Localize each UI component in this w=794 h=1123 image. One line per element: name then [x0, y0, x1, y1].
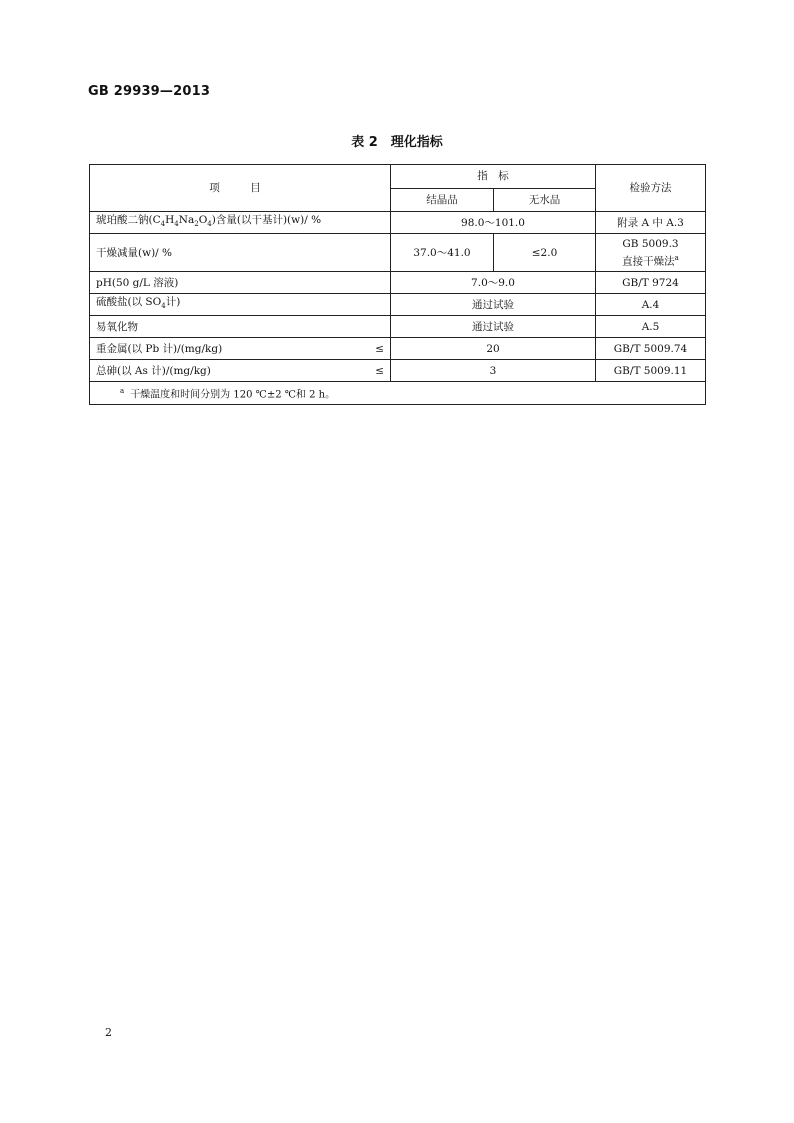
row-value: 通过试验 — [391, 294, 596, 316]
standard-number: GB 29939—2013 — [88, 84, 211, 99]
row-item — [90, 360, 391, 382]
footnote-row — [90, 382, 706, 405]
row-item: pH(50 g/L 溶液) — [90, 272, 391, 294]
header-crystal: 结晶品 — [391, 188, 494, 212]
row-item: 易氧化物 — [90, 316, 391, 338]
row-method: GB/T 5009.74 — [596, 338, 706, 360]
table-row — [90, 212, 706, 234]
item-prefix: 琥珀酸二钠( — [96, 214, 153, 227]
formula-c: C — [152, 214, 161, 227]
formula-o-sub: 4 — [207, 220, 212, 229]
row-method: GB/T 5009.11 — [596, 360, 706, 382]
row-value: 98.0～101.0 — [391, 212, 596, 234]
method-line-2-text: 直接干燥法 — [622, 255, 675, 268]
table-row — [90, 272, 706, 294]
footnote-mark: a — [120, 386, 125, 395]
row-method — [596, 234, 706, 272]
condition-symbol: ≤ — [375, 364, 384, 377]
formula-h: H — [165, 214, 175, 227]
row-method: 附录 A 中 A.3 — [596, 212, 706, 234]
item-suffix: )含量(以干基计)(w)/ % — [211, 214, 322, 227]
table-row — [90, 234, 706, 272]
row-value-anhydrous: ≤2.0 — [494, 234, 596, 272]
table-footnote — [90, 382, 706, 405]
row-item — [90, 294, 391, 316]
row-value: 通过试验 — [391, 316, 596, 338]
row-value: 20 — [391, 338, 596, 360]
method-line-1: GB 5009.3 — [622, 237, 679, 250]
table-header-row — [90, 165, 706, 189]
table-row — [90, 294, 706, 316]
row-item — [90, 212, 391, 234]
row-value: 7.0～9.0 — [391, 272, 596, 294]
item-prefix: 硫酸盐(以 SO — [96, 296, 162, 309]
formula-na: Na — [178, 214, 195, 227]
header-method: 检验方法 — [596, 165, 706, 212]
row-method: GB/T 9724 — [596, 272, 706, 294]
row-method: A.5 — [596, 316, 706, 338]
formula-c-sub: 4 — [160, 220, 166, 229]
row-item: 干燥减量(w)/ % — [90, 234, 391, 272]
item-sub: 4 — [161, 302, 166, 311]
formula-h-sub: 4 — [174, 220, 179, 229]
table-caption: 表 2 理化指标 — [351, 135, 443, 150]
row-method: A.4 — [596, 294, 706, 316]
page-number: 2 — [105, 1026, 112, 1039]
formula-o: O — [198, 214, 208, 227]
table-row — [90, 316, 706, 338]
footnote-text: 干燥温度和时间分别为 120 ℃±2 ℃和 2 h。 — [130, 389, 336, 401]
row-item — [90, 338, 391, 360]
header-index: 指 标 — [391, 165, 596, 189]
condition-symbol: ≤ — [375, 342, 384, 355]
header-item: 项 目 — [90, 165, 391, 212]
item-suffix: 计) — [165, 296, 181, 309]
table-row — [90, 338, 706, 360]
table-row — [90, 360, 706, 382]
spec-table — [89, 164, 706, 405]
formula-na-sub: 2 — [194, 220, 199, 229]
item-label: 总砷(以 As 计)/(mg/kg) — [96, 364, 211, 377]
item-label: 重金属(以 Pb 计)/(mg/kg) — [96, 342, 223, 355]
method-line-2 — [602, 251, 699, 269]
row-value-crystal: 37.0～41.0 — [391, 234, 494, 272]
method-note-mark: a — [674, 253, 679, 262]
row-value: 3 — [391, 360, 596, 382]
header-anhydrous: 无水品 — [494, 188, 596, 212]
